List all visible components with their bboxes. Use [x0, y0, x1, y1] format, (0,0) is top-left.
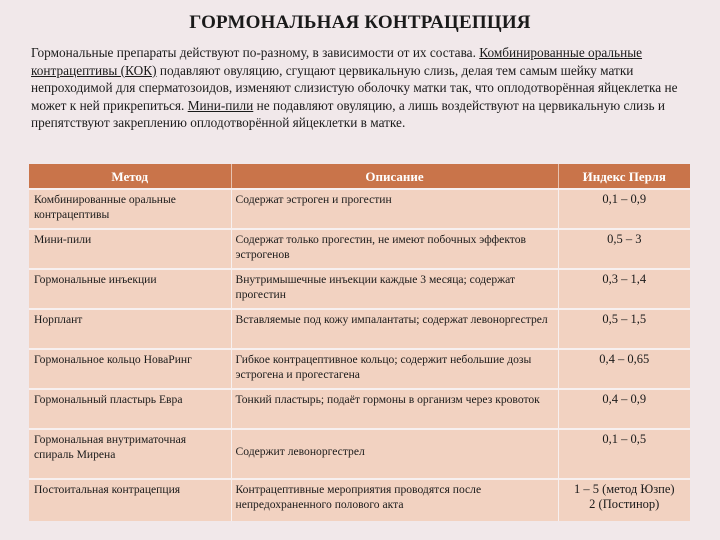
method-cell: Норплант	[29, 309, 231, 349]
header-method: Метод	[29, 164, 231, 189]
table-row	[29, 479, 690, 521]
minipill-term: Мини-пили	[187, 97, 254, 113]
pearl-index-cell	[558, 479, 690, 521]
pearl-index-cell: 0,4 – 0,9	[558, 389, 690, 429]
header-pearl-index: Индекс Перля	[558, 164, 690, 189]
table-row	[29, 349, 690, 389]
page-title: ГОРМОНАЛЬНАЯ КОНТРАЦЕПЦИЯ	[189, 12, 531, 33]
method-cell: Гормональная внутриматочная спираль Мирена	[29, 429, 231, 479]
header-description: Описание	[231, 164, 558, 189]
method-cell: Гормональный пластырь Евра	[29, 389, 231, 429]
koc-term: Комбинированные оральные контрацептивы (КОК)	[31, 45, 643, 78]
table-row	[29, 309, 690, 349]
description-cell: Внутримышечные инъекции каждые 3 месяца; содержат прогестин	[231, 269, 558, 309]
method-cell: Мини-пили	[29, 229, 231, 269]
table-row	[29, 429, 690, 479]
table-row	[29, 389, 690, 429]
description-cell: Содержат эстроген и прогестин	[231, 189, 558, 229]
table-row	[29, 189, 690, 229]
pearl-index-cell: 0,1 – 0,5	[558, 429, 690, 479]
methods-table	[29, 164, 690, 521]
pearl-index-cell: 0,1 – 0,9	[558, 189, 690, 229]
pearl-index-line: 2 (Постинор)	[589, 497, 660, 511]
intro-text-1: Гормональные препараты действуют по-разному, в зависимости от их состава.	[31, 45, 476, 60]
method-cell: Постоитальная контрацепция	[29, 479, 231, 521]
description-cell: Гибкое контрацептивное кольцо; содержит небольшие дозы эстрогена и прогестагена	[231, 349, 558, 389]
pearl-index-line: 1 – 5 (метод Юзпе)	[573, 482, 675, 496]
method-cell: Гормональное кольцо НоваРинг	[29, 349, 231, 389]
table-row	[29, 229, 690, 269]
description-cell: Контрацептивные мероприятия проводятся после непредохраненного полового акта	[231, 479, 558, 521]
pearl-index-cell: 0,3 – 1,4	[558, 269, 690, 309]
method-cell: Гормональные инъекции	[29, 269, 231, 309]
pearl-index-cell: 0,5 – 3	[558, 229, 690, 269]
method-cell: Комбинированные оральные контрацептивы	[29, 189, 231, 229]
intro-text-3: не подавляют овуляцию, а лишь воздействуют на цервикальную слизь и препятствуют закреплению оплодотворённой яйцеклетки в матке.	[31, 97, 665, 131]
pearl-index-cell: 0,4 – 0,65	[558, 349, 690, 389]
description-cell: Тонкий пластырь; подаёт гормоны в организм через кровоток	[231, 389, 558, 429]
description-cell: Содержат только прогестин, не имеют побочных эффектов эстрогенов	[231, 229, 558, 269]
pearl-index-cell: 0,5 – 1,5	[558, 309, 690, 349]
table-header-row	[29, 164, 690, 189]
intro-paragraph	[31, 44, 695, 132]
description-cell: Вставляемые под кожу импалантаты; содержат левоноргестрел	[231, 309, 558, 349]
description-cell: Содержит левоноргестрел	[231, 429, 558, 479]
intro-text-2: подавляют овуляцию, сгущают цервикальную слизь, делая тем самым шейку матки непроходимой для сперматозоидов, изменяют слизистую оболочку матки так, что оплодотворённая яйцеклетка не может к ней прикрепиться.	[31, 62, 678, 113]
table-row	[29, 269, 690, 309]
